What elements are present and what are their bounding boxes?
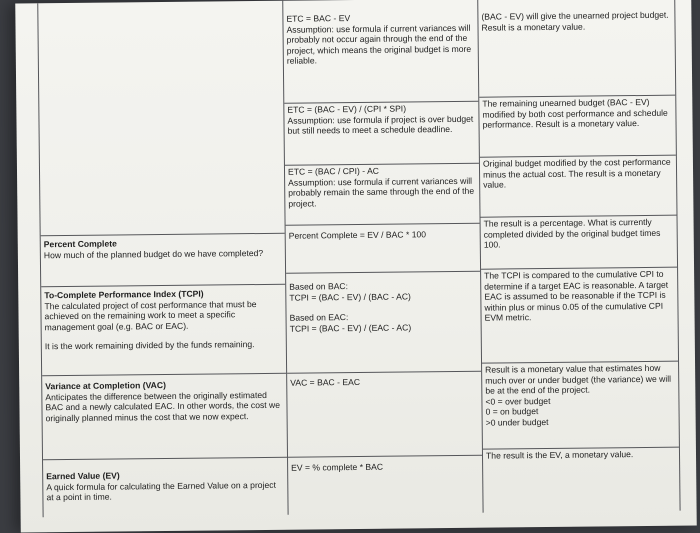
evm-formula-table [37,0,680,517]
percent-result-cell [481,215,678,269]
vac-result: Result is a monetary value that estimates how much over or under budget (the variance) we will be at the end of the project. [485,362,672,396]
percent-title: Percent Complete [43,238,117,250]
vac-result-cell [482,361,679,449]
etc1-description: Assumption: use formula if current variances will probably not occur again through the end of the project, which means the original budget is more reliable. [286,22,472,67]
etc3-formula: ETC = (BAC / CPI) - AC [287,165,380,177]
ev-result: The result is the EV, a monetary value. [485,449,634,461]
etc1-result: (BAC - EV) will give the unearned project budget. Result is a monetary value. [481,9,669,33]
ev-formula: EV = % complete * BAC [291,461,384,473]
etc3-description: Assumption: use formula if current variances will probably remain the same through the end of the project. [288,175,475,209]
percent-result: The result is a percentage. What is currently completed divided by the original budget times 100. [483,216,661,250]
vac-label-cell [42,373,287,460]
tcpi-bac-label: Based on BAC: [289,281,349,292]
tcpi-result-cell [481,267,678,361]
etc2-formula: ETC = (BAC - EV) / (CPI * SPI) [287,103,407,115]
etc1-formula-cell [283,11,478,103]
tcpi-label-cell [41,284,286,376]
ev-description: A quick formula for calculating the Earned Value on a project at a point in time. [46,479,276,503]
vac-title: Variance at Completion (VAC) [45,379,166,392]
ev-label-cell [43,457,288,518]
percent-formula-cell [286,223,480,269]
vac-formula-cell [287,371,482,457]
etc3-formula-cell [285,163,480,225]
tcpi-result: The TCPI is compared to the cumulative CPI to determine if a target EAC is reasonable. A target EAC is assumed to be reasonable if the TCPI is within plus or minus 0.05 of the cumulative CPI EVM metric. [484,268,669,324]
etc1-result-cell [478,9,675,101]
vac-formula: VAC = BAC - EAC [290,376,361,388]
percent-description: How much of the planned budget do we have completed? [43,247,264,260]
percent-label-cell [41,233,286,287]
tcpi-title: To-Complete Performance Index (TCPI) [44,288,204,301]
tcpi-description-2: It is the work remaining divided by the funds remaining. [44,339,255,352]
ev-result-cell [483,447,680,509]
etc2-formula-cell [284,101,479,163]
tcpi-eac-label: Based on EAC: [289,312,349,323]
ev-title: Earned Value (EV) [46,470,120,482]
ev-formula-cell [288,455,483,515]
etc3-result: Original budget modified by the cost performance minus the actual cost. The result is a monetary value. [482,156,671,190]
vac-result-over: <0 = over budget [485,395,551,407]
etc2-result-cell [479,95,676,157]
vac-result-on: 0 = on budget [485,406,539,418]
vac-result-under: >0 under budget [485,416,549,428]
etc2-result: The remaining unearned budget (BAC - EV) modified by both cost performance and schedule performance. Result is a monetary value. [482,96,668,130]
tcpi-eac-formula: TCPI = (BAC - EV) / (EAC - AC) [289,322,412,334]
tcpi-bac-formula: TCPI = (BAC - EV) / (BAC - AC) [289,291,411,303]
percent-formula: Percent Complete = EV / BAC * 100 [288,229,427,241]
paper-sheet [15,0,697,533]
etc2-description: Assumption: use formula if project is over budget but still needs to meet a schedule deadline. [287,113,474,136]
etc1-formula: ETC = BAC - EV [286,13,351,24]
tcpi-description: The calculated project of cost performance that must be achieved on the remaining work to meet a specific management goal (e.g. BAC or EAC). [44,298,257,333]
vac-description: Anticipates the difference between the originally estimated BAC and a newly calculated EAC. In other words, the cost we originally planned minus the cost that we now expect. [45,389,281,424]
tcpi-formula-cell [286,271,481,373]
etc3-result-cell [480,155,677,217]
